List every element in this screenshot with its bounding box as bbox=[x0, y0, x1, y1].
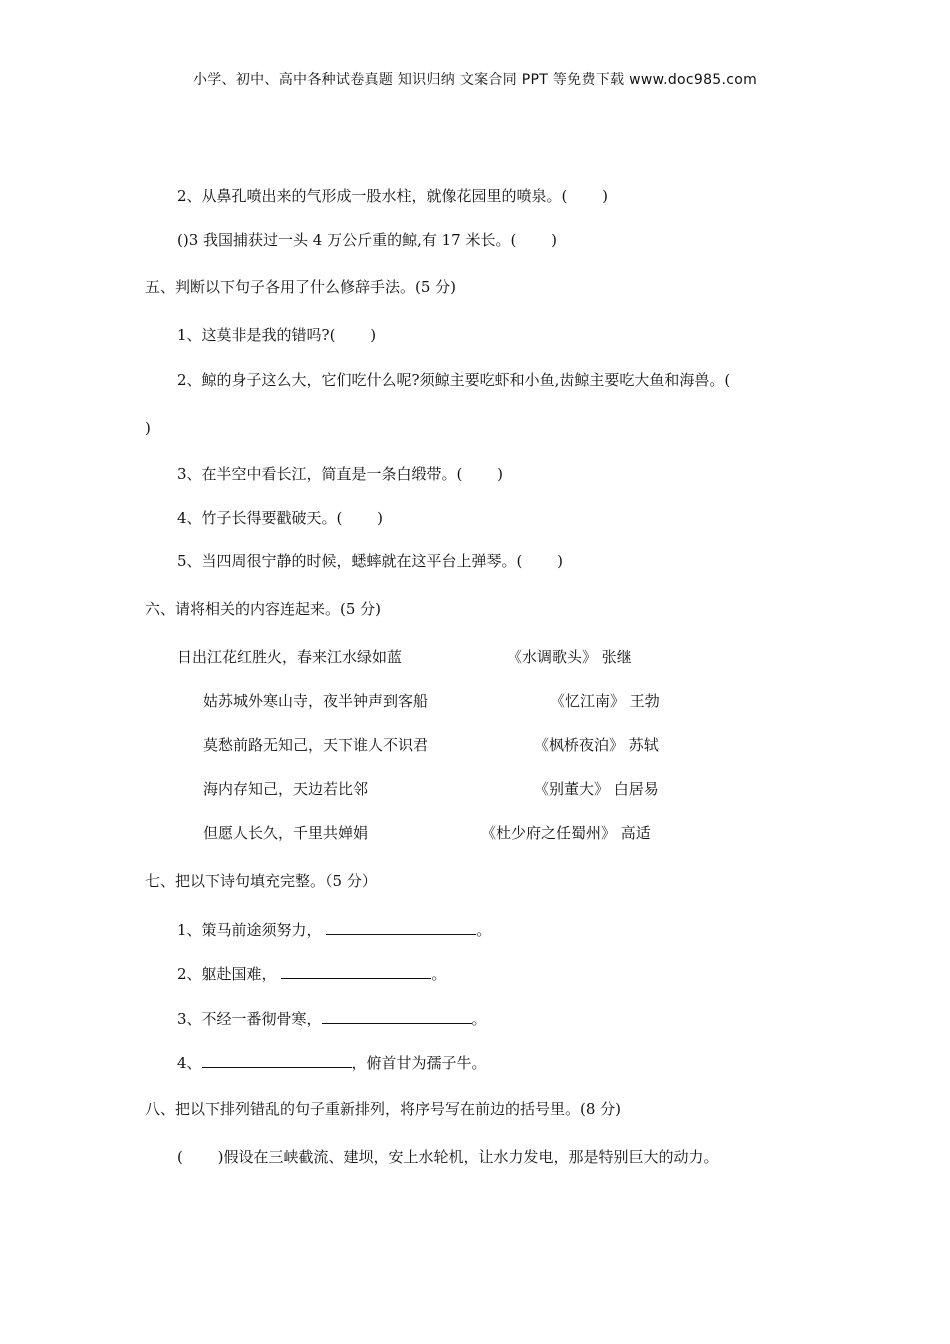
section-5-title: 五、判断以下句子各用了什么修辞手法。(5 分) bbox=[145, 278, 457, 296]
question-7-3-end: 。 bbox=[471, 1010, 487, 1028]
question-5-2: 2、鲸的身子这么大，它们吃什么呢?须鲸主要吃虾和小鱼,齿鲸主要吃大鱼和海兽。( bbox=[177, 371, 731, 389]
poem-source: 《别董大》 白居易 bbox=[534, 780, 659, 798]
section-7-title: 七、把以下诗句填充完整。（5 分） bbox=[145, 872, 377, 890]
question-7-4-text: 4、 bbox=[177, 1054, 202, 1072]
question-5-3: 3、在半空中看长江，简直是一条白缎带。( ) bbox=[177, 465, 504, 483]
question-7-2-end: 。 bbox=[431, 965, 447, 983]
answer-blank-1[interactable] bbox=[326, 919, 476, 935]
question-5-1: 1、这莫非是我的错吗?( ) bbox=[177, 326, 377, 344]
poem-line: 海内存知己，天边若比邻 bbox=[203, 780, 369, 798]
question-7-4 bbox=[177, 1052, 487, 1073]
question-8-1: ( )假设在三峡截流、建坝，安上水轮机，让水力发电，那是特别巨大的动力。 bbox=[177, 1148, 719, 1166]
poem-source: 《杜少府之任蜀州》 高适 bbox=[481, 824, 651, 842]
question-7-4-end: ，俯首甘为孺子牛。 bbox=[351, 1054, 487, 1072]
poem-line: 姑苏城外寒山寺，夜半钟声到客船 bbox=[203, 692, 429, 710]
poem-line: 但愿人长久，千里共婵娟 bbox=[203, 824, 369, 842]
question-5-4: 4、竹子长得要戳破天。( ) bbox=[177, 509, 384, 527]
poem-line: 莫愁前路无知己，天下谁人不识君 bbox=[203, 736, 429, 754]
poem-source: 《水调歌头》 张继 bbox=[507, 648, 632, 666]
question-5-5: 5、当四周很宁静的时候，蟋蟀就在这平台上弹琴。( ) bbox=[177, 552, 564, 570]
answer-blank-3[interactable] bbox=[322, 1008, 472, 1024]
answer-blank-4[interactable] bbox=[202, 1052, 352, 1068]
poem-source: 《枫桥夜泊》 苏轼 bbox=[534, 736, 659, 754]
question-7-1 bbox=[177, 919, 491, 940]
question-5-2-cont: ) bbox=[145, 419, 151, 437]
answer-blank-2[interactable] bbox=[281, 963, 431, 979]
question-7-2-text: 2、躯赴国难， bbox=[177, 965, 277, 983]
question-7-2 bbox=[177, 963, 446, 984]
question-4-3: ()3 我国捕获过一头 4 万公斤重的鲸,有 17 米长。( ) bbox=[177, 231, 557, 249]
question-4-2: 2、从鼻孔喷出来的气形成一股水柱，就像花园里的喷泉。( ) bbox=[177, 187, 609, 205]
page-header: 小学、初中、高中各种试卷真题 知识归纳 文案合同 PPT 等免费下载 www.doc985.com bbox=[192, 72, 758, 88]
question-7-3 bbox=[177, 1008, 487, 1029]
poem-line: 日出江花红胜火，春来江水绿如蓝 bbox=[177, 648, 403, 666]
poem-source: 《忆江南》 王勃 bbox=[550, 692, 660, 710]
section-8-title: 八、把以下排列错乱的句子重新排列，将序号写在前边的括号里。(8 分) bbox=[145, 1100, 622, 1118]
section-6-title: 六、请将相关的内容连起来。(5 分) bbox=[145, 600, 382, 618]
question-7-1-end: 。 bbox=[476, 921, 492, 939]
question-7-3-text: 3、不经一番彻骨寒， bbox=[177, 1010, 322, 1028]
question-7-1-text: 1、策马前途须努力， bbox=[177, 921, 322, 939]
